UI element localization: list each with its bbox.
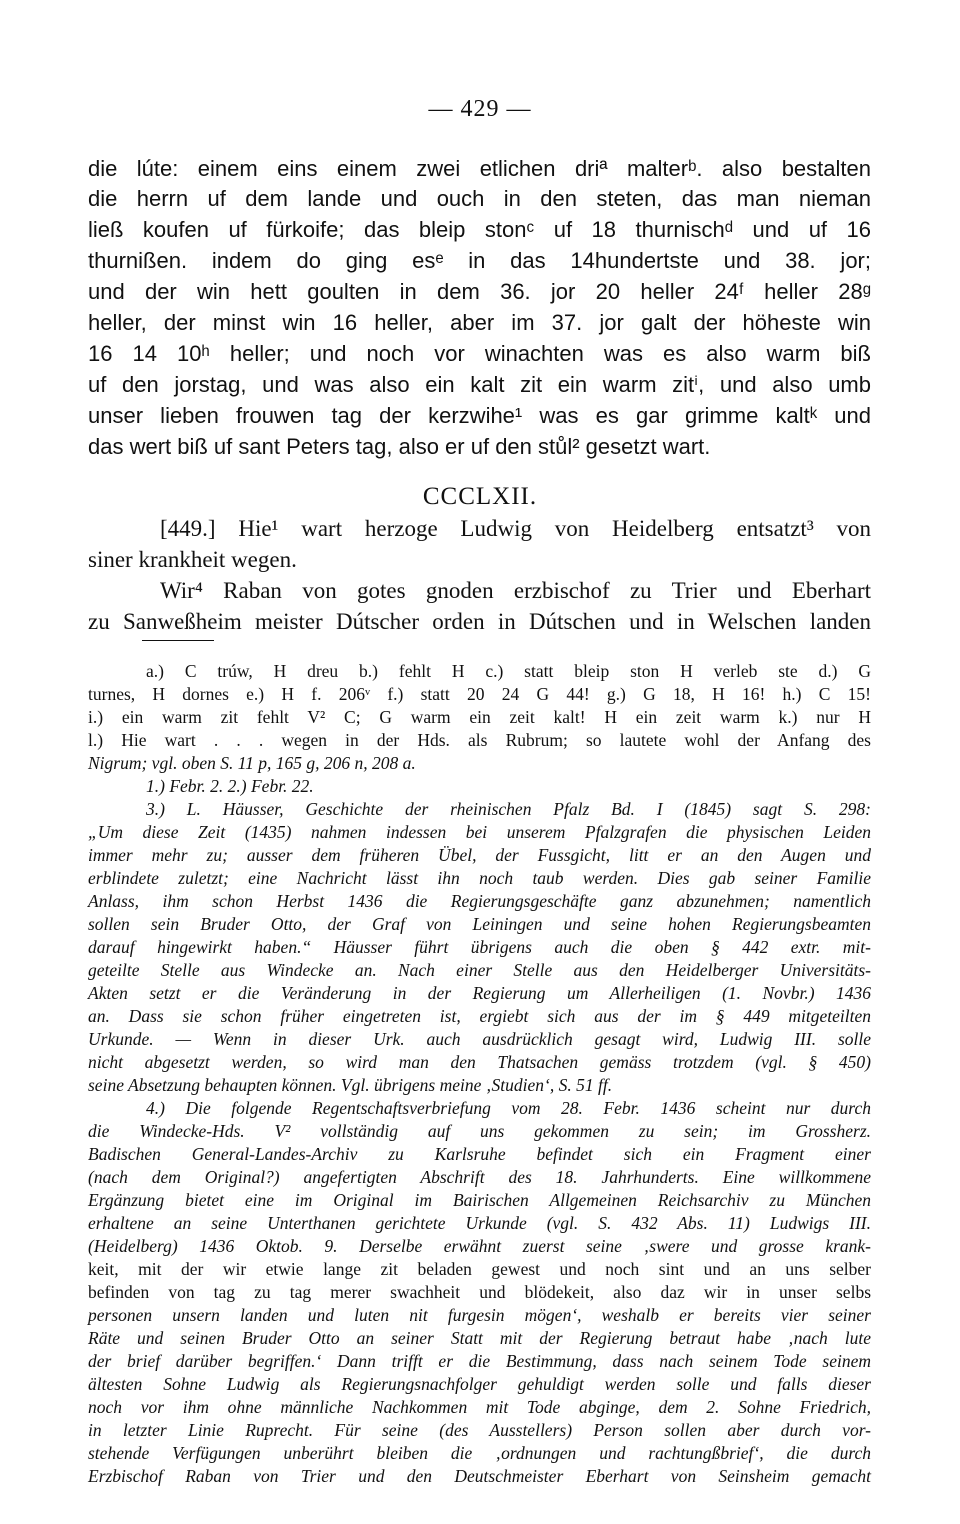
footnote-line: Urkunde. — Wenn in dieser Urk. auch ausdrücklich gesagt wird, Ludwig III. solle [88, 1029, 871, 1049]
footnote-line: 1.) Febr. 2. 2.) Febr. 22. [146, 776, 314, 796]
page-number: — 429 — [428, 96, 532, 122]
footnote-line: (Heidelberg) 1436 Oktob. 9. Derselbe erwähnt zuerst seine ‚swere und grosse krank- [88, 1236, 871, 1256]
footnote-line: 4.) Die folgende Regentschaftsverbriefung vom 28. Febr. 1436 scheint nur durch [146, 1098, 871, 1118]
footnote-line: 3.) L. Häusser, Geschichte der rheinischen Pfalz Bd. I (1845) sagt S. 298: [146, 799, 871, 819]
footnote-line: (nach dem Original?) angefertigten Abschrift des 18. Jahrhunderts. Eine willkommene [88, 1167, 871, 1187]
footnote-line: die Windecke-Hds. V² vollständig auf uns gekommen zu sein; im Grossherz. [88, 1121, 871, 1141]
footnote-line: ältesten Sohne Ludwig als Regierungsnachfolger gehuldigt werden solle und falls dieser [88, 1374, 871, 1394]
footnote-line: in letzter Linie Ruprecht. Für seine (des Ausstellers) Person sollen aber durch vor- [88, 1420, 871, 1440]
footnote-line: erhaltene an seine Unterthanen gerichtete Urkunde (vgl. S. 432 Abs. 11) Ludwigs III. [88, 1213, 871, 1233]
footnote-line: an. Dass sie schon früher eingetreten ist, ergiebt sich aus der im § 449 mitgeteilten [88, 1006, 871, 1026]
footnote-line: Anlass, ihm schon Herbst 1436 die Regierungsgeschäfte ganz abzunehmen; namentlich [88, 891, 871, 911]
footnote-line: Nigrum; vgl. oben S. 11 p, 165 g, 206 n, 208 a. [88, 753, 416, 773]
footnote-line: Akten setzt er die Veränderung in der Regierung um Allerheiligen (1. Novbr.) 1436 [88, 983, 871, 1003]
footnote-line: Badischen General-Landes-Archiv zu Karlsruhe befindet sich ein Fragment einer [88, 1144, 871, 1164]
text-line: ließ koufen uf fürkoife; das bleip stonᶜ uf 18 thurnischᵈ und uf 16 [88, 217, 871, 242]
footnote-line: Ergänzung bietet eine im Original im Bairischen Allgemeinen Reichsarchiv zu München [88, 1190, 871, 1210]
footnote-line: personen unsern landen und luten nit furgesin mögen‘, weshalb er bereits vier seiner [88, 1305, 871, 1325]
footnote-line: immer mehr zu; ausser dem früheren Übel, der Fussgicht, litt er an den Augen und [88, 845, 871, 865]
text-line: thurnißen. indem do ging esᵉ in das 14hundertste und 38. jor; [88, 248, 871, 273]
footnote-line: l.) Hie wart . . . wegen in der Hds. als Rubrum; so lautete wohl der Anfang des [88, 730, 871, 750]
text-line: das wert biß uf sant Peters tag, also er uf den stůl² gesetzt wart. [88, 434, 711, 459]
footnote-line: a.) C trúw, H dreu b.) fehlt H c.) statt bleip ston H verleb ste d.) G [146, 661, 871, 681]
text-line: die lúte: einem eins einem zwei etlichen driª malterᵇ. also bestalten [88, 156, 871, 181]
footnote-line: nicht abgesetzt werden, so wird man den Thatsachen gemäss trotzdem (vgl. § 450) [88, 1052, 871, 1072]
text-line: [449.] Hie¹ wart herzoge Ludwig von Heidelberg entsatzt³ von [160, 516, 871, 541]
footnote-line: Erzbischof Raban von Trier und den Deutschmeister Eberhart von Seinsheim gemacht [88, 1466, 871, 1486]
footnote-line: der brief darüber begriffen.‘ Dann trifft er die Bestimmung, dass nach seinem Tode seinem [88, 1351, 871, 1371]
text-line: heller, der minst win 16 heller, aber im 37. jor galt der höheste win [88, 310, 871, 335]
text-line: die herrn uf dem lande und ouch in den steten, das man nieman [88, 186, 871, 211]
footnote-line: seine Absetzung behaupten können. Vgl. übrigens meine ‚Studien‘, S. 51 ff. [88, 1075, 613, 1095]
text-line: uf den jorstag, und was also ein kalt zit ein warm zitⁱ, und also umb [88, 372, 871, 397]
footnote-line: turnes, H dornes e.) H f. 206ᵛ f.) statt 20 24 G 44! g.) G 18, H 16! h.) C 15! [88, 684, 871, 704]
text-line: siner krankheit wegen. [88, 547, 297, 572]
footnote-line: noch vor ihm ohne männliche Nachkommen mit Tode abginge, dem 2. Sohne Friedrich, [88, 1397, 871, 1417]
footnote-line: stehende Verfügungen unberührt bleiben die ‚ordnungen und rachtungßbrief‘, die durch [88, 1443, 871, 1463]
text-line: Wir⁴ Raban von gotes gnoden erzbischof zu Trier und Eberhart [160, 578, 871, 603]
footnote-line: geteilte Stelle aus Windecke an. Nach einer Stelle aus den Heidelberger Universitäts- [88, 960, 871, 980]
footnote-line: Räte und seinen Bruder Otto an seiner Statt mit der Regierung betraut habe ‚nach lute [88, 1328, 871, 1348]
footnote-line: erblindete zuletzt; eine Nachricht lässt ihn noch taub werden. Dies gab seiner Familie [88, 868, 871, 888]
footnote-line: darauf hingewirkt haben.“ Häusser führt übrigens auch die oben § 442 extr. mit- [88, 937, 871, 957]
section-heading: CCCLXII. [422, 483, 538, 510]
text-line: 16 14 10ʰ heller; und noch vor winachten was es also warm biß [88, 341, 871, 366]
footnote-line: keit, mit der wir etwie lange zit beladen gewest und noch sint und an uns selber [88, 1259, 871, 1279]
text-line: unser lieben frouwen tag der kerzwihe¹ was es gar grimme kaltᵏ und [88, 403, 871, 428]
text-line: und der win hett goulten in dem 36. jor 20 heller 24ᶠ heller 28ᵍ [88, 279, 871, 304]
footnote-line: i.) ein warm zit fehlt V² C; G warm ein zeit kalt! H ein zeit warm k.) nur H [88, 707, 871, 727]
footnote-line: befinden von tag zu tag merer swachheit und blödekeit, also daz wir in unser selbs [88, 1282, 871, 1302]
footnote-line: „Um diese Zeit (1435) nahmen indessen bei unserem Pfalzgrafen die physischen Leiden [88, 822, 871, 842]
footnote-line: sollen sein Bruder Otto, der Graf von Leiningen und seine hohen Regierungsbeamten [88, 914, 871, 934]
text-line: zu Sanweßheim meister Dútscher orden in Dútschen und in Welschen landen [88, 609, 871, 634]
footnote-rule [142, 640, 214, 641]
